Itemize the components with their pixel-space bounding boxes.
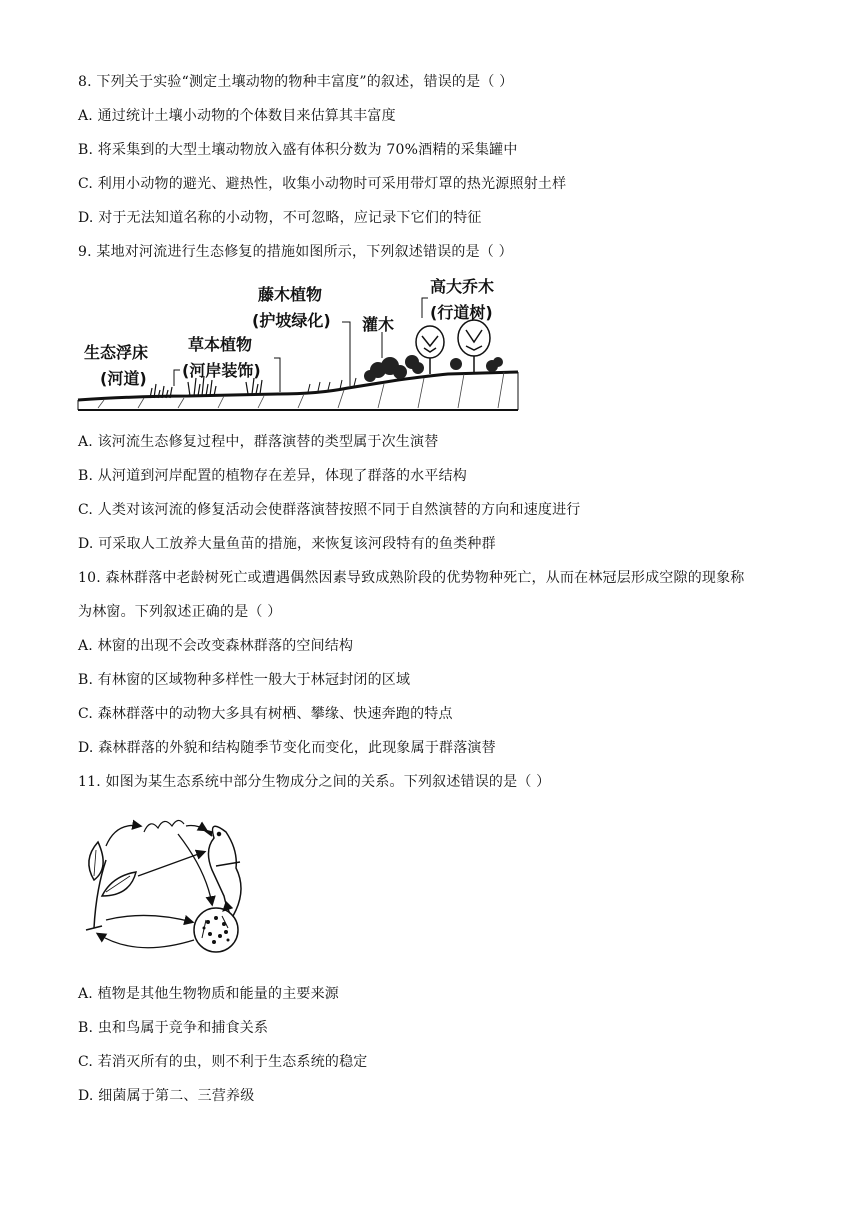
question-9-option-c: C. 人类对该河流的修复活动会使群落演替按照不同于自然演替的方向和速度进行 bbox=[78, 502, 581, 518]
shrub-icon bbox=[364, 357, 407, 382]
float-bed-label: 生态浮床 bbox=[84, 343, 149, 362]
question-8-option-a: A. 通过统计土壤小动物的个体数目来估算其丰富度 bbox=[78, 108, 396, 124]
question-8-option-c: C. 利用小动物的避光、避热性，收集小动物时可采用带灯罩的热光源照射土样 bbox=[78, 176, 567, 192]
question-10-option-d: D. 森林群落的外貌和结构随季节变化而变化，此现象属于群落演替 bbox=[78, 740, 496, 756]
vine-sub-label: (护坡绿化) bbox=[252, 311, 331, 330]
question-11-option-b: B. 虫和鸟属于竞争和捕食关系 bbox=[78, 1020, 269, 1036]
bird-icon bbox=[204, 826, 241, 918]
question-9-option-a: A. 该河流生态修复过程中，群落演替的类型属于次生演替 bbox=[78, 434, 439, 450]
question-11-option-a: A. 植物是其他生物物质和能量的主要来源 bbox=[78, 986, 340, 1002]
question-8-option-b: B. 将采集到的大型土壤动物放入盛有体积分数为 70%酒精的采集罐中 bbox=[78, 142, 518, 158]
herb-sub-label: (河岸装饰) bbox=[182, 361, 261, 380]
herb-label: 草本植物 bbox=[188, 335, 253, 354]
question-11-stem: 11. 如图为某生态系统中部分生物成分之间的关系。下列叙述错误的是（ ） bbox=[78, 774, 551, 790]
question-10-option-a: A. 林窗的出现不会改变森林群落的空间结构 bbox=[78, 638, 354, 654]
ecosystem-cycle-figure bbox=[76, 810, 260, 960]
question-11-option-c: C. 若消灭所有的虫，则不利于生态系统的稳定 bbox=[78, 1054, 368, 1070]
question-10-option-c: C. 森林群落中的动物大多具有树栖、攀缘、快速奔跑的特点 bbox=[78, 706, 453, 722]
river-restoration-figure bbox=[78, 272, 518, 420]
float-bed-sub-label: (河道) bbox=[100, 369, 147, 388]
tree-label: 高大乔木 bbox=[430, 277, 495, 296]
question-8-option-d: D. 对于无法知道名称的小动物，不可忽略，应记录下它们的特征 bbox=[78, 210, 482, 226]
question-9-option-d: D. 可采取人工放养大量鱼苗的措施，来恢复该河段特有的鱼类种群 bbox=[78, 536, 496, 552]
question-9-option-b: B. 从河道到河岸配置的植物存在差异，体现了群落的水平结构 bbox=[78, 468, 467, 484]
insect-icon bbox=[144, 820, 184, 832]
question-10-stem-cont: 为林窗。下列叙述正确的是（ ） bbox=[78, 604, 282, 620]
question-10-stem: 10. 森林群落中老龄树死亡或遭遇偶然因素导致成熟阶段的优势物种死亡，从而在林冠层形成空隙的现象称 bbox=[78, 570, 745, 586]
tree-sub-label: (行道树) bbox=[430, 303, 493, 322]
question-10-option-b: B. 有林窗的区域物种多样性一般大于林冠封闭的区域 bbox=[78, 672, 411, 688]
vine-label: 藤木植物 bbox=[258, 285, 323, 304]
question-11-option-d: D. 细菌属于第二、三营养级 bbox=[78, 1088, 255, 1104]
question-8-stem: 8. 下列关于实验“测定土壤动物的物种丰富度”的叙述，错误的是（ ） bbox=[78, 74, 514, 90]
bacteria-icon bbox=[194, 908, 238, 952]
shrub-label: 灌木 bbox=[362, 315, 395, 334]
question-9-stem: 9. 某地对河流进行生态修复的措施如图所示，下列叙述错误的是（ ） bbox=[78, 244, 513, 260]
